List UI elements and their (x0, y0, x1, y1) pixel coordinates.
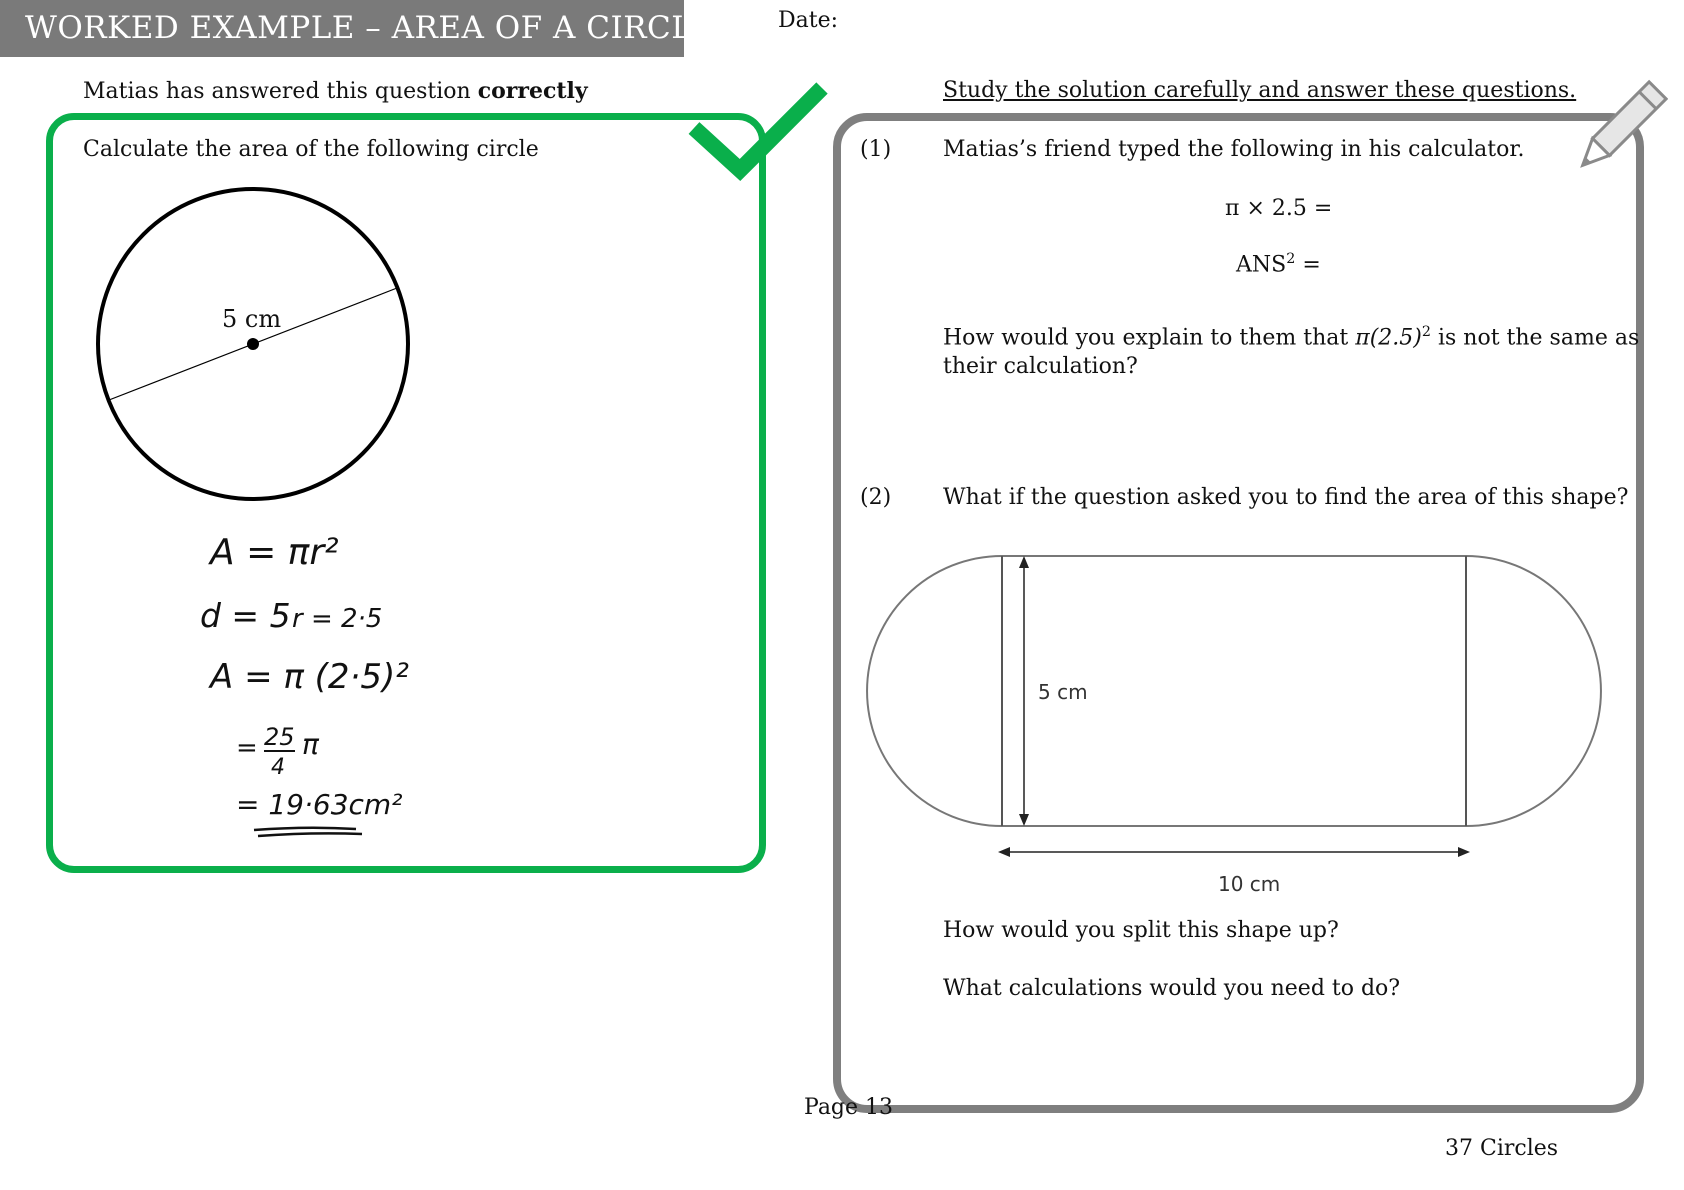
working-line-2a: d = 5 (200, 596, 291, 635)
explain-text-b: is not the same as (1430, 325, 1640, 351)
explain-sup: 2 (1421, 324, 1431, 340)
question-2-number: (2) (860, 485, 892, 510)
shape-width-label: 10 cm (1218, 872, 1281, 896)
circle-diagram (94, 186, 416, 504)
question-2-text: What if the question asked you to find the area of this shape? (943, 485, 1629, 510)
answer-underline (252, 826, 364, 840)
topic-label: 37 Circles (1445, 1136, 1559, 1161)
question-text: Calculate the area of the following circle (83, 137, 539, 162)
working-line-5: = 19·63cm² (236, 788, 403, 821)
intro-line (83, 78, 588, 104)
calc-line-2-sup: 2 (1286, 251, 1296, 267)
question-1-text: Matias’s friend typed the following in his calculator. (943, 137, 1525, 162)
calc-line-1: π × 2.5 = (1225, 196, 1333, 221)
question-1-explain-line2: their calculation? (943, 354, 1138, 379)
stadium-shape-diagram (864, 550, 1604, 860)
question-1-number: (1) (860, 137, 892, 162)
working-line-4-den: 4 (271, 755, 285, 780)
intro-text: Matias has answered this question (83, 79, 478, 104)
study-heading: Study the solution carefully and answer these questions. (943, 78, 1577, 103)
calc-line-2-end: = (1295, 252, 1321, 278)
page-title: WORKED EXAMPLE – AREA OF A CIRCLE (0, 0, 684, 57)
calc-line-2 (1236, 251, 1321, 277)
page-number: Page 13 (804, 1095, 894, 1120)
date-label: Date: (778, 8, 839, 33)
question-1-explain (943, 324, 1639, 350)
followup-question-1: How would you split this shape up? (943, 918, 1339, 943)
working-line-4-num: 25 (264, 723, 295, 751)
working-line-4-eq: = (236, 733, 258, 763)
working-line-2b: r = 2·5 (292, 604, 383, 634)
intro-bold: correctly (477, 78, 588, 104)
explain-math: π(2.5) (1355, 325, 1422, 351)
working-line-4-pi: π (302, 728, 319, 761)
followup-question-2: What calculations would you need to do? (943, 976, 1401, 1001)
height-arrow-top (1019, 556, 1029, 568)
centre-point (247, 338, 259, 350)
height-arrow-bottom (1019, 814, 1029, 826)
calc-line-2-base: ANS (1236, 252, 1287, 278)
shape-outline (867, 556, 1601, 826)
pencil-icon (1568, 78, 1668, 182)
width-arrow-right (1458, 847, 1470, 857)
working-line-3: A = π (2·5)² (210, 657, 409, 697)
explain-text-a: How would you explain to them that (943, 325, 1356, 351)
working-line-1: A = πr² (210, 532, 339, 573)
check-icon (682, 78, 832, 188)
width-arrow-left (998, 847, 1010, 857)
diameter-label: 5 cm (222, 305, 282, 333)
shape-height-label: 5 cm (1038, 680, 1088, 704)
